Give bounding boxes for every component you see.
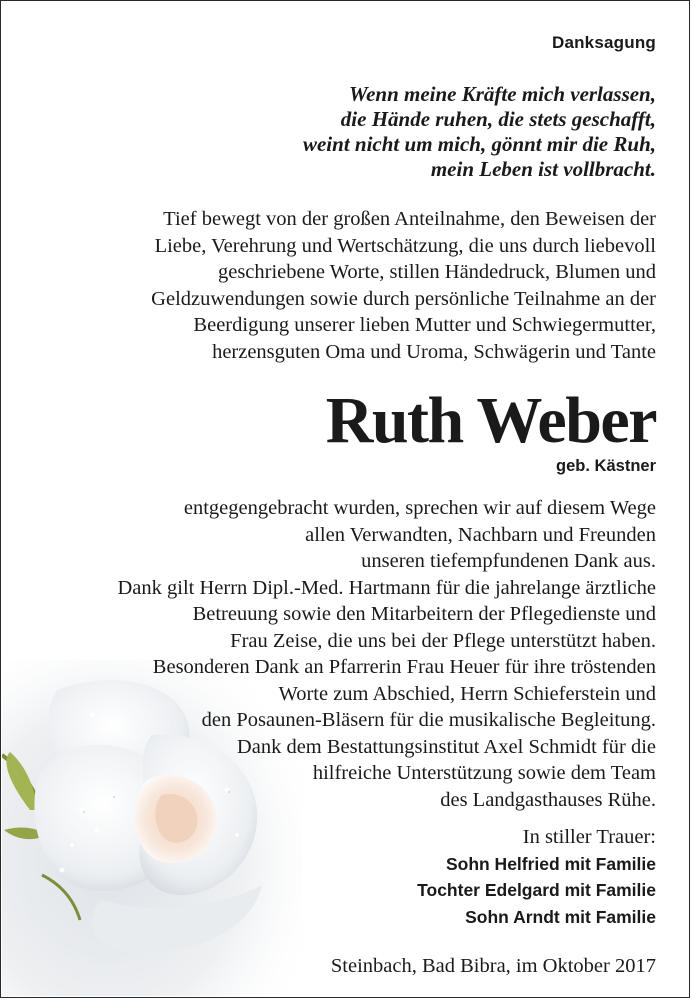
deceased-name: Ruth Weber: [325, 384, 656, 457]
intro-line: Tief bewegt von der großen Anteilnahme, den Beweisen der: [163, 208, 656, 230]
maiden-name: geb. Kästner: [556, 457, 656, 475]
poem-line: Wenn meine Kräfte mich verlassen,: [348, 82, 656, 106]
thanks-line: hilfreiche Unterstützung sowie dem Team: [312, 762, 656, 784]
thanks-line: allen Verwandten, Nachbarn und Freunden: [305, 523, 656, 546]
thanks-line: Betreuung sowie den Mitarbeitern der Pflegedienste und: [192, 603, 656, 625]
intro-paragraph: [151, 206, 656, 365]
thanks-line: Frau Zeise, die uns bei der Pflege unterstützt haben.: [230, 629, 656, 652]
memorial-poem: [303, 82, 656, 182]
thanks-line: unseren tiefempfundenen Dank aus.: [361, 550, 656, 572]
intro-line: Geldzuwendungen sowie durch persönliche Teilnahme an der: [151, 287, 656, 310]
thanks-line: Dank dem Bestattungsinstitut Axel Schmidt für die: [236, 735, 656, 758]
signatory: Sohn Arndt mit Familie: [465, 906, 656, 927]
thanks-line: Besonderen Dank an Pfarrerin Frau Heuer für ihre tröstenden: [152, 656, 656, 678]
intro-line: herzensguten Oma und Uroma, Schwägerin und Tante: [212, 340, 656, 363]
poem-line: mein Leben ist vollbracht.: [430, 157, 656, 181]
signatory: Sohn Helfried mit Familie: [445, 853, 656, 874]
thanks-line: den Posaunen-Bläsern für die musikalische Begleitung.: [201, 709, 656, 731]
intro-line: Beerdigung unserer lieben Mutter und Schwiegermutter,: [193, 314, 656, 336]
place-date: Steinbach, Bad Bibra, im Oktober 2017: [330, 955, 656, 977]
thanks-line: Worte zum Abschied, Herrn Schieferstein und: [278, 682, 656, 705]
thanks-line: des Landgasthauses Rühe.: [440, 788, 656, 811]
mourning-label: In stiller Trauer:: [522, 826, 656, 848]
poem-line: die Hände ruhen, die stets geschafft,: [340, 107, 656, 131]
thanks-line: entgegengebracht wurden, sprechen wir auf diesem Wege: [183, 497, 656, 519]
mourning-block: [417, 824, 656, 930]
notice-heading: Danksagung: [551, 33, 656, 52]
intro-line: geschriebene Worte, stillen Händedruck, Blumen und: [217, 261, 656, 283]
intro-line: Liebe, Verehrung und Wertschätzung, die uns durch liebevoll: [154, 234, 656, 257]
thanks-paragraph: [118, 495, 657, 813]
poem-line: weint nicht um mich, gönnt mir die Ruh,: [302, 132, 656, 156]
thanks-line: Dank gilt Herrn Dipl.-Med. Hartmann für die jahrelange ärztliche: [117, 576, 656, 599]
signatory: Tochter Edelgard mit Familie: [417, 880, 656, 900]
